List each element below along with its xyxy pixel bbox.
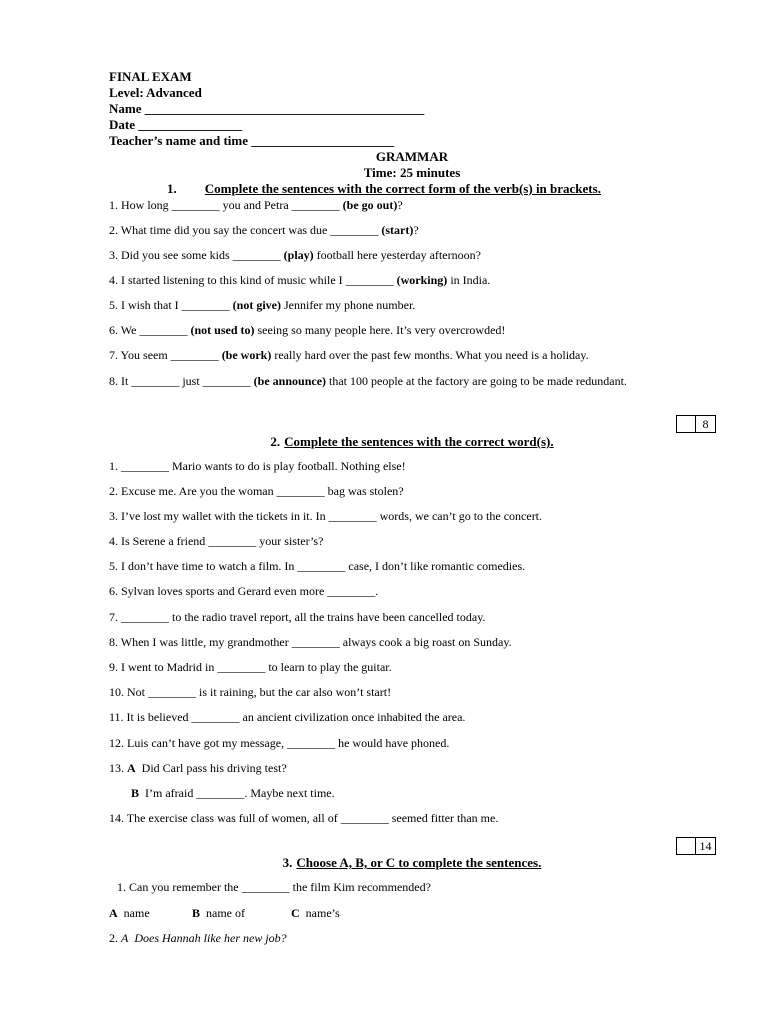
- s2-item-10: 10. Not ________ is it raining, but the car also won’t start!: [109, 685, 392, 699]
- s2-item-1: 1. ________ Mario wants to do is play football. Nothing else!: [109, 459, 406, 473]
- name-field: Name ___________________________________________: [109, 101, 425, 116]
- s3-item-1-option-b[interactable]: B name of: [192, 906, 245, 920]
- exam-title: FINAL EXAM: [109, 69, 192, 84]
- s3-item-1-option-a[interactable]: A name: [109, 906, 150, 920]
- s1-item-7: 7. You seem ________ (be work) really hard over the past few months. What you need is a holiday.: [109, 348, 589, 362]
- section-2-max-score: 14: [696, 837, 716, 855]
- section-1-score-box: [676, 415, 716, 433]
- date-field: Date ________________: [109, 117, 243, 132]
- section-1-instructions: Complete the sentences with the correct form of the verb(s) in brackets.: [204, 181, 601, 196]
- s2-item-9: 9. I went to Madrid in ________ to learn to play the guitar.: [109, 660, 392, 674]
- time-line: Time: 25 minutes: [363, 165, 461, 180]
- s2-item-13a: 13. A Did Carl pass his driving test?: [109, 761, 287, 775]
- s2-item-12: 12. Luis can’t have got my message, ________ he would have phoned.: [109, 736, 450, 750]
- s3-item-1-option-c[interactable]: C name’s: [291, 906, 340, 920]
- section-3-number: 3.: [282, 855, 293, 870]
- s3-item-1: 1. Can you remember the ________ the film Kim recommended?: [117, 880, 431, 894]
- section-3-title: [28, 855, 768, 871]
- section-1-number: 1.: [167, 181, 177, 196]
- section-1-title: [0, 181, 768, 197]
- score-blank[interactable]: [676, 415, 696, 433]
- section-3-instructions: Choose A, B, or C to complete the sentences.: [296, 855, 542, 870]
- s2-item-2: 2. Excuse me. Are you the woman ________ bag was stolen?: [109, 484, 404, 498]
- s3-item-2: 2. A Does Hannah like her new job?: [109, 931, 287, 945]
- level-line: Level: Advanced: [109, 85, 202, 100]
- section-2-title: [28, 434, 768, 450]
- teacher-field: Teacher’s name and time ______________________: [109, 133, 395, 148]
- section-1-max-score: 8: [696, 415, 716, 433]
- s2-item-13b: B I’m afraid ________. Maybe next time.: [131, 786, 335, 800]
- section-2-number: 2.: [270, 434, 281, 449]
- section-2-score-box: [676, 837, 716, 855]
- s2-item-14: 14. The exercise class was full of women, all of ________ seemed fitter than me.: [109, 811, 499, 825]
- s2-item-7: 7. ________ to the radio travel report, all the trains have been cancelled today.: [109, 610, 486, 624]
- score-blank[interactable]: [676, 837, 696, 855]
- s1-item-2: 2. What time did you say the concert was due ________ (start)?: [109, 223, 419, 237]
- s2-item-5: 5. I don’t have time to watch a film. In ________ case, I don’t like romantic comedies.: [109, 559, 526, 573]
- s1-item-3: 3. Did you see some kids ________ (play) football here yesterday afternoon?: [109, 248, 481, 262]
- s2-item-8: 8. When I was little, my grandmother ________ always cook a big roast on Sunday.: [109, 635, 512, 649]
- grammar-title: GRAMMAR: [375, 149, 449, 164]
- s1-item-6: 6. We ________ (not used to) seeing so many people here. It’s very overcrowded!: [109, 323, 506, 337]
- s2-item-6: 6. Sylvan loves sports and Gerard even more ________.: [109, 584, 379, 598]
- s2-item-3: 3. I’ve lost my wallet with the tickets in it. In ________ words, we can’t go to the concert.: [109, 509, 543, 523]
- s2-item-4: 4. Is Serene a friend ________ your sister’s?: [109, 534, 324, 548]
- s1-item-4: 4. I started listening to this kind of music while I ________ (working) in India.: [109, 273, 491, 287]
- s1-item-1: 1. How long ________ you and Petra ________ (be go out)?: [109, 198, 403, 212]
- s2-item-11: 11. It is believed ________ an ancient civilization once inhabited the area.: [109, 710, 466, 724]
- s1-item-8: 8. It ________ just ________ (be announce) that 100 people at the factory are going to be made redundant.: [109, 374, 627, 388]
- s1-item-5: 5. I wish that I ________ (not give) Jennifer my phone number.: [109, 298, 416, 312]
- section-2-instructions: Complete the sentences with the correct word(s).: [284, 434, 554, 449]
